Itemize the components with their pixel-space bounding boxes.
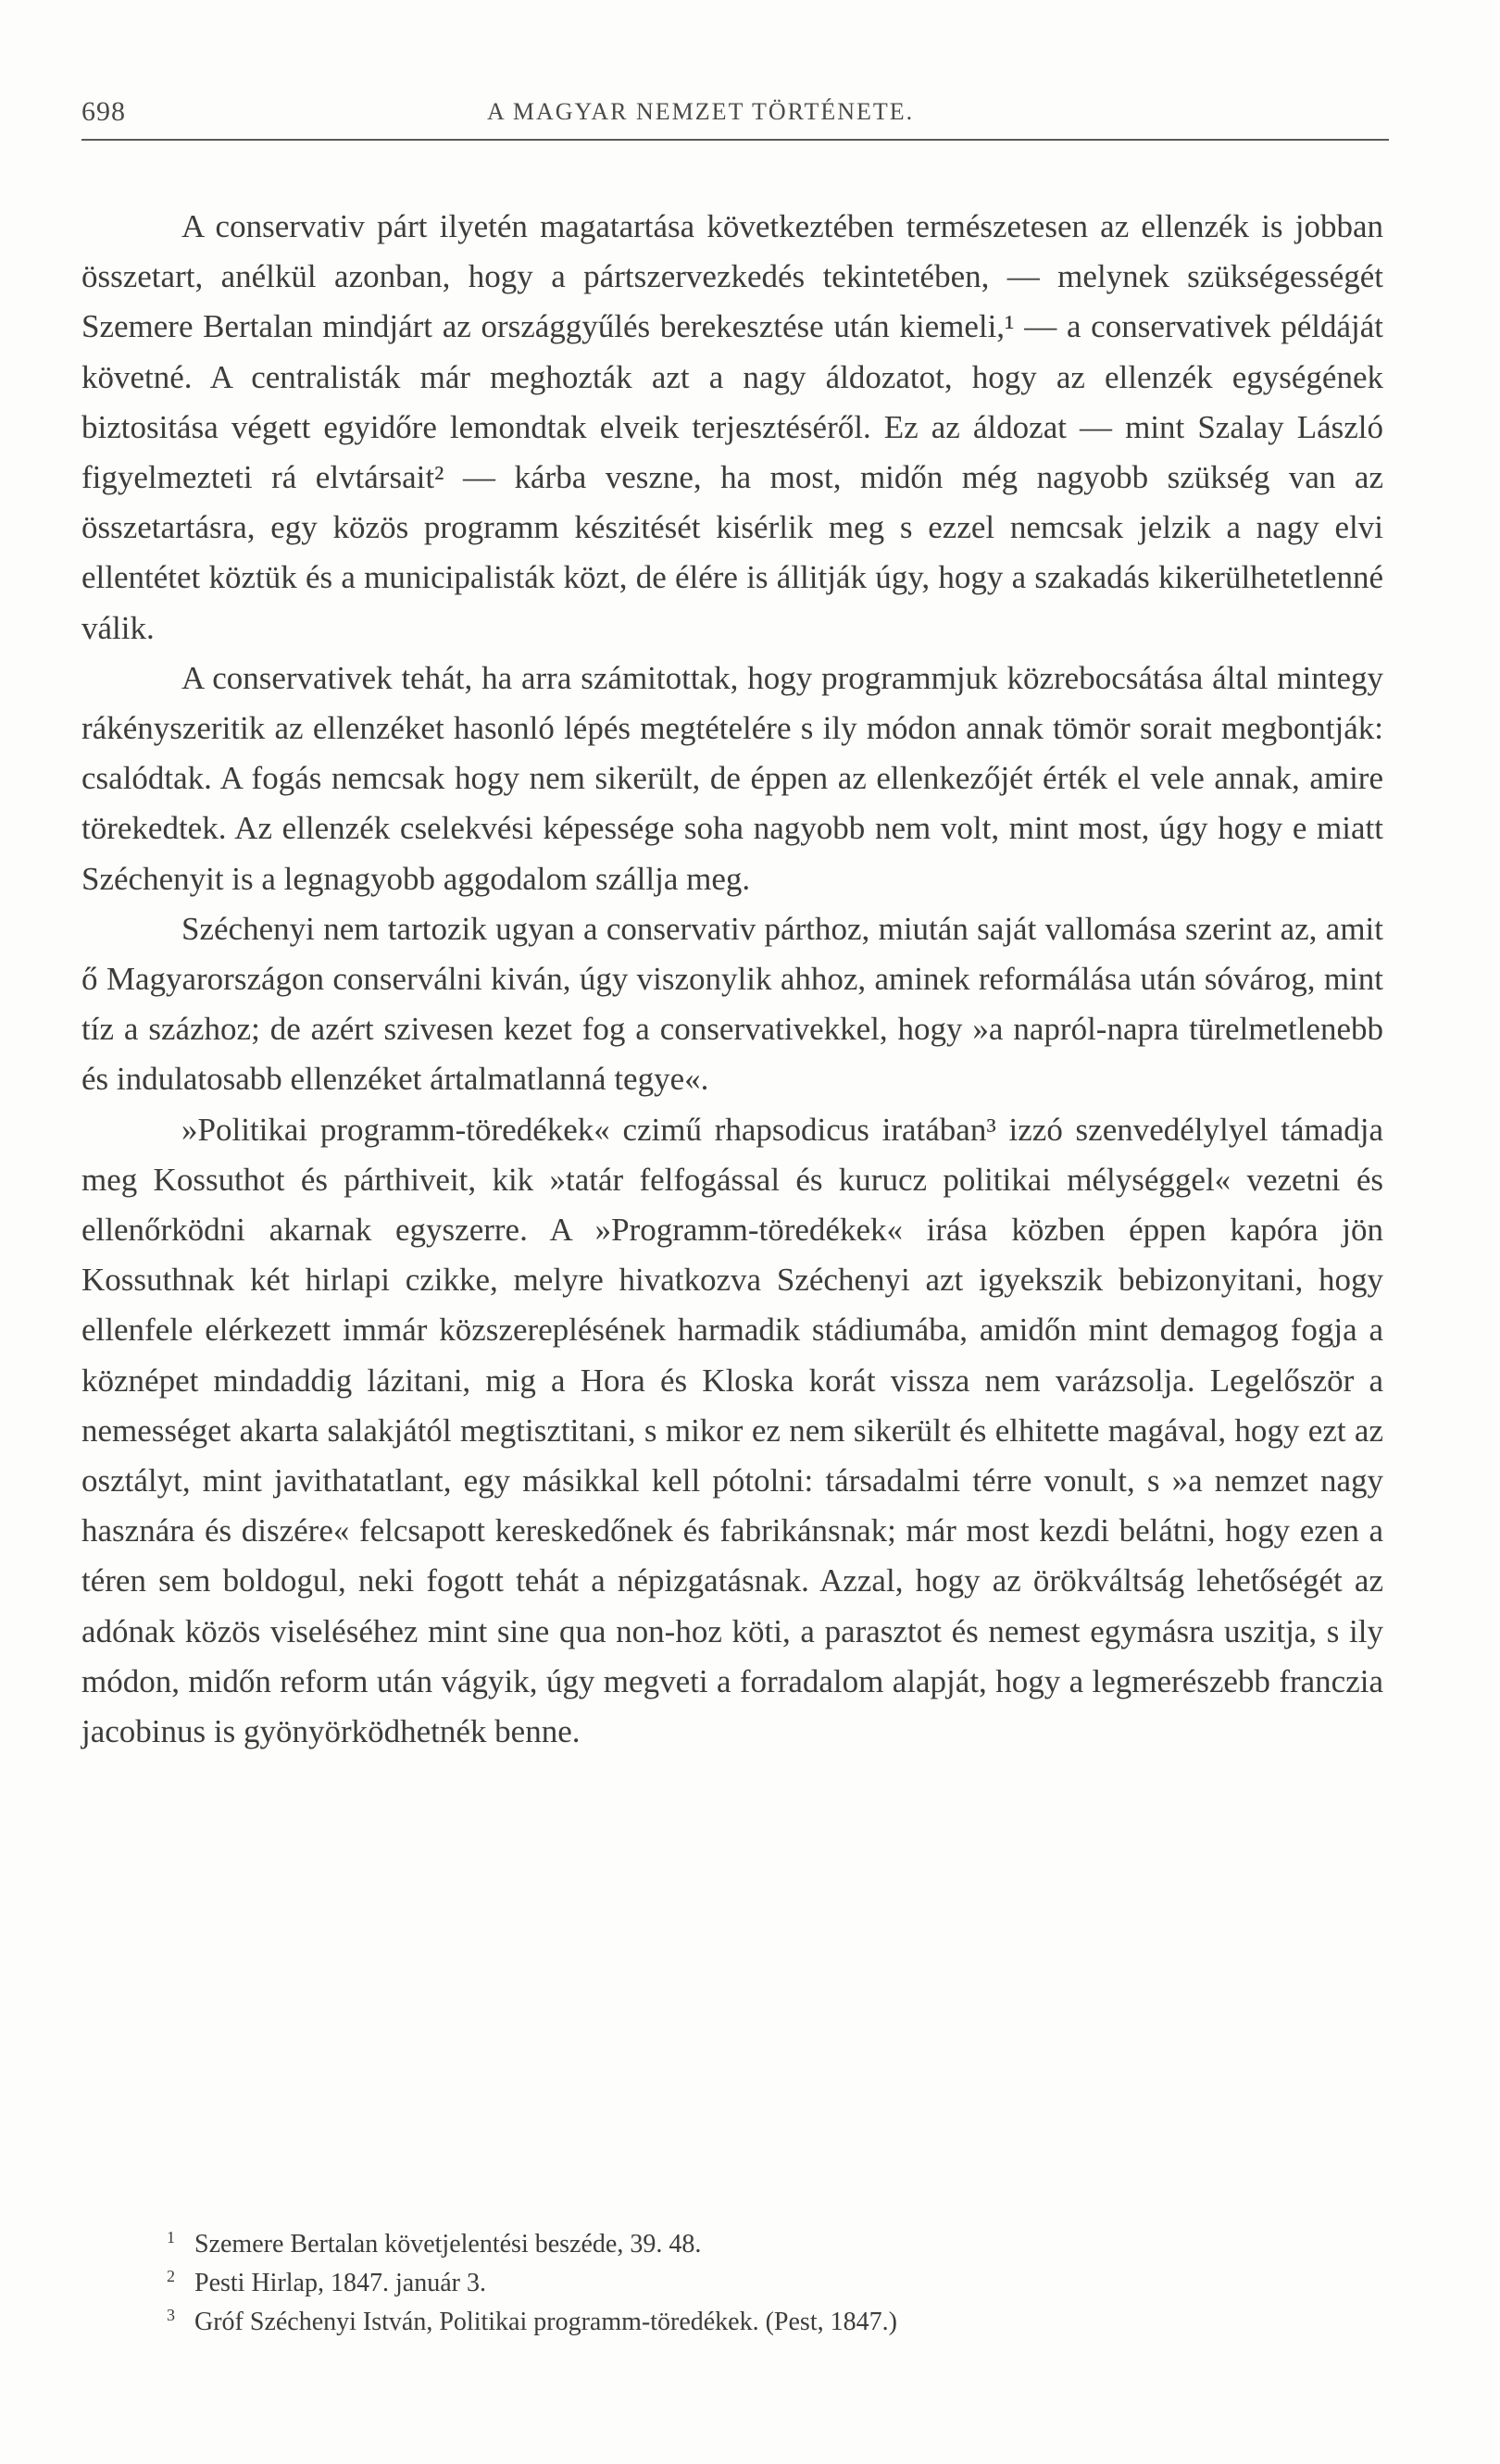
footnote-text: Gróf Széchenyi István, Politikai programm-töredékek. (Pest, 1847.) bbox=[194, 2308, 897, 2336]
page-number: 698 bbox=[81, 96, 126, 127]
footnote-text: Pesti Hirlap, 1847. január 3. bbox=[194, 2269, 486, 2297]
paragraph: A conservativ párt ilyetén magatartása következtében természetesen az ellenzék is jobban összetart, anélkül azonban, hogy a pártszervezkedés tekintetében, — melynek szükségességét Szemere Bertalan mindjárt az országgyűlés berekesztése után kiemeli,¹ — a conservativek példáját követné. A centralisták már meghozták azt a nagy áldozatot, hogy az ellenzék egységének biztositása végett egyidőre lemondtak elveik terjesztéséről. Ez az áldozat — mint Szalay László figyelmezteti rá elvtársait² — kárba veszne, ha most, midőn még nagyobb szükség van az összetartásra, egy közös programm készitését kisérlik meg s ezzel nemcsak jelzik a nagy elvi ellentétet köztük és a municipalisták közt, de élére is állitják úgy, hogy a szakadás kikerülhetetlenné válik. bbox=[81, 208, 1383, 646]
footnote bbox=[167, 2225, 1278, 2264]
footnotes bbox=[167, 2225, 1278, 2342]
paragraph: »Politikai programm-töredékek« czimű rhapsodicus iratában³ izzó szenvedélylyel támadja meg Kossuthot és párthiveit, kik »tatár felfogással és kurucz politikai mélységgel« vezetni és ellenőrködni akarnak egyszerre. A »Programm-töredékek« irása közben éppen kapóra jön Kossuthnak két hirlapi czikke, melyre hivatkozva Széchenyi azt igyekszik bebizonyitani, hogy ellenfele elérkezett immár közszereplésének harmadik stádiumába, amidőn mint demagog fogja a köznépet mindaddig lázitani, mig a Hora és Kloska korát vissza nem varázsolja. Legelőször a nemességet akarta salakjától megtisztitani, s mikor ez nem sikerült és elhitette magával, hogy ezt az osztályt, mint javithatatlant, egy másikkal kell pótolni: társadalmi térre vonult, s »a nemzet nagy hasznára és diszére« felcsapott kereskedőnek és fabrikánsnak; már most kezdi belátni, hogy ezen a téren sem boldogul, neki fogott tehát a népizgatásnak. Azzal, hogy az örökváltság lehetőségét az adónak közös viseléséhez mint sine qua non-hoz köti, a parasztot és nemest egymásra uszitja, s ily módon, midőn reform után vágyik, úgy megveti a forradalom alapját, hogy a legmerészebb franczia jacobinus is gyönyörködhetnék benne. bbox=[81, 1111, 1383, 1750]
footnote-mark: 2 bbox=[167, 2266, 175, 2285]
paragraph: A conservativek tehát, ha arra számitottak, hogy programmjuk közrebocsátása által mintegy rákényszeritik az ellenzéket hasonló lépés megtételére s ily módon annak tömör sorait megbontják: csalódtak. A fogás nemcsak hogy nem sikerült, de éppen az ellenkezőjét érték el vele annak, amire törekedtek. Az ellenzék cselekvési képessége soha nagyobb nem volt, mint most, úgy hogy e miatt Széchenyit is a legnagyobb aggodalom szállja meg. bbox=[81, 659, 1383, 897]
body-text bbox=[81, 202, 1383, 1757]
footnote bbox=[167, 2264, 1278, 2303]
paragraph: Széchenyi nem tartozik ugyan a conservativ párthoz, miután saját vallomása szerint az, amit ő Magyarországon conserválni kiván, úgy viszonylik ahhoz, aminek reformálása után sóvárog, mint tíz a százhoz; de azért szivesen kezet fog a conservativekkel, hogy »a napról-napra türelmetlenebb és indulatosabb ellenzéket ártalmatlanná tegye«. bbox=[81, 910, 1383, 1098]
footnote-mark: 1 bbox=[167, 2227, 175, 2246]
footnote-text: Szemere Bertalan követjelentési beszéde, 39. 48. bbox=[194, 2230, 702, 2259]
page-header bbox=[81, 85, 1389, 141]
footnote-mark: 3 bbox=[167, 2305, 175, 2324]
footnote bbox=[167, 2303, 1278, 2342]
running-head: A MAGYAR NEMZET TÖRTÉNETE. bbox=[487, 98, 915, 125]
